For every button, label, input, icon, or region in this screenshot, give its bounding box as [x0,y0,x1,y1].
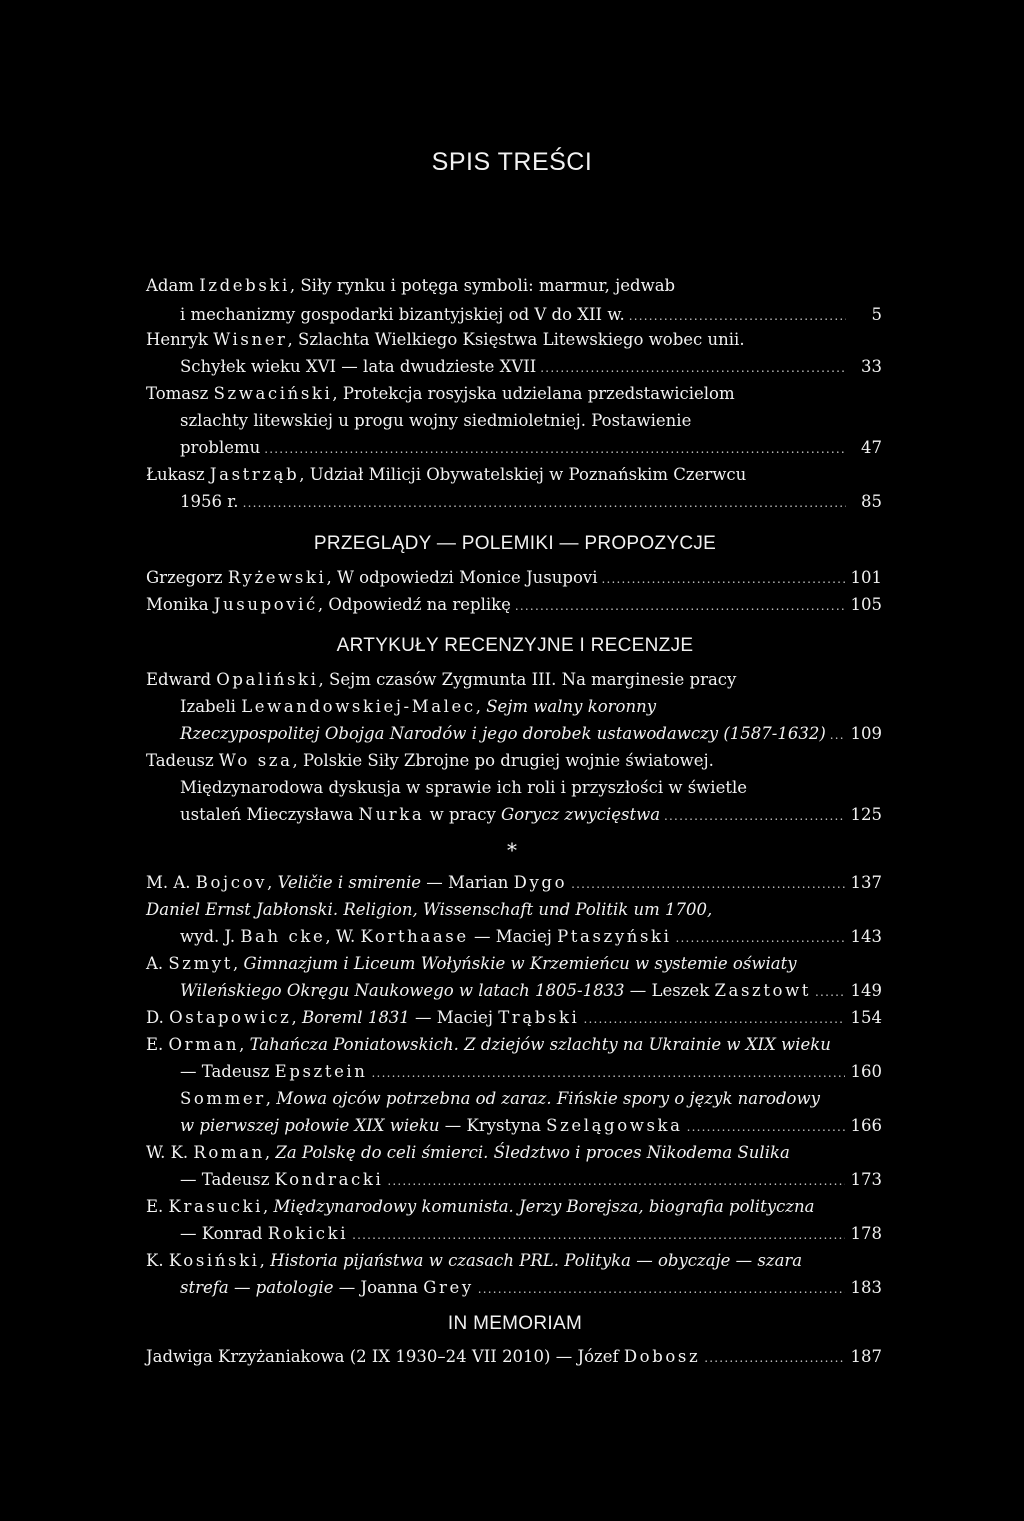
toc-entry-wosza-line2: Międzynarodowa dyskusja w sprawie ich roli i przyszłości w świetle [180,778,748,797]
reviewer-surname: Epsztein [274,1062,368,1081]
toc-entry-izdebski-line1 [146,273,882,299]
leader-dots [352,1222,844,1248]
reviewer-surname: Rokicki [267,1224,349,1243]
author-first-name: Henryk [146,330,208,349]
leader-dots [372,1060,845,1086]
author-surname: Krasucki [168,1197,264,1216]
entry-title: , Udział Milicji Obywatelskiej w Poznańskim Czerwcu [299,465,747,484]
toc-review-szmyt-line1: A. Szmyt, Gimnazjum i Liceum Wołyńskie w Krzemieńcu w systemie oświaty [146,954,797,973]
toc-review-jablonski-line2[interactable]: wyd. J. Bah cke, W. Korthaase — Maciej Ptaszyński ..... 143 [180,924,882,950]
page-number: 166 [850,1116,882,1135]
book-title: Tahańcza Poniatowskich. Z dziejów szlachty na Ukrainie w XIX wieku [249,1035,831,1054]
page-number: 154 [850,1008,882,1027]
book-title: Gorycz zwycięstwa [501,805,661,824]
leader-dots [602,566,845,592]
reviewer-surname: Dygo [513,873,568,892]
entry-title: , W odpowiedzi Monice Jusupovi [326,568,598,587]
page-number: 125 [850,805,882,824]
toc-entry-izdebski-line2[interactable] [180,302,882,328]
book-title: Veličie i smirenie [277,873,422,892]
book-title: Historia pijaństwa w czasach PRL. Polityka — obyczaje — szara [270,1251,803,1270]
page-title: SPIS TREŚCI [431,148,593,176]
leader-dots [815,979,844,1005]
author-surname: Sommer [180,1089,266,1108]
book-title: Daniel Ernst Jabłonski. Religion, Wissenschaft und Politik um 1700, [146,900,713,919]
reviewer-surname: Ptaszyński [557,927,672,946]
toc-review-sommer-line2[interactable]: w pierwszej połowie XIX wieku — Krystyna Szelągowska ..... 166 [180,1113,882,1139]
leader-dots [687,1114,845,1140]
leader-dots [830,722,845,748]
page-number: 101 [850,568,882,587]
reviewer-surname: Grey [423,1278,474,1297]
toc-entry-jastrzab-line2[interactable] [180,489,882,515]
author-surname: Ryżewski [227,568,327,587]
toc-entry-jusupovic[interactable] [146,592,882,618]
book-title: Sejm walny koronny [486,697,657,716]
author-surname: Orman [168,1035,240,1054]
book-title: Mowa ojców potrzebna od zaraz. Fińskie spory o język narodowy [276,1089,820,1108]
toc-review-szmyt-line2[interactable]: Wileńskiego Okręgu Naukowego w latach 1805-1833 — Leszek Zasztowt ..... 149 [180,978,882,1004]
author-surname: Wo sza [218,751,293,770]
toc-entry-jastrzab-line1 [146,462,882,488]
toc-entry-wosza-line1: Tadeusz Wo sza, Polskie Siły Zbrojne po drugiej wojnie światowej. [146,751,714,770]
toc-review-roman-line1: W. K. Roman, Za Polskę do celi śmierci. Śledztwo i proces Nikodema Sulika [146,1143,790,1162]
author-surname: Lewandowskiej-Malec [241,697,476,716]
book-title: strefa — patologie [180,1278,334,1297]
toc-entry-szwacinski-line2 [180,408,882,434]
leader-dots [540,355,846,381]
toc-entry-opalinski-line2: Izabeli Lewandowskiej-Malec, Sejm walny koronny [180,697,657,716]
author-surname: Dobosz [623,1347,701,1366]
author-surname: Roman [193,1143,265,1162]
book-title: Gimnazjum i Liceum Wołyńskie w Krzemieńcu w systemie oświaty [243,954,797,973]
toc-entry-ryzewski[interactable] [146,565,882,591]
author-first-name: Łukasz [146,465,205,484]
toc-entry-wisner-line1 [146,327,882,353]
page-number: 47 [861,438,882,457]
author-first-name: Adam [146,276,194,295]
toc-review-bojcov[interactable]: M. A. Bojcov, Veličie i smirenie — Marian Dygo ..... 137 [146,870,882,896]
book-title: Międzynarodowy komunista. Jerzy Borejsza, biografia polityczna [273,1197,815,1216]
author-surname: Nurka [358,805,425,824]
section-separator-asterisk: * [507,838,517,862]
author-surname: Opaliński [216,670,319,689]
page-number: 149 [850,981,882,1000]
toc-review-krasucki-line2[interactable]: — Konrad Rokicki ..... 178 [180,1221,882,1247]
toc-entry-wosza-line3[interactable]: ustaleń Mieczysława Nurka w pracy Gorycz zwycięstwa ..... 125 [180,802,882,828]
leader-dots [478,1276,845,1302]
toc-entry-opalinski-line3[interactable] [180,721,882,747]
reviewer-surname: Szelągowska [546,1116,683,1135]
entry-title: , Odpowiedź na replikę [317,595,511,614]
leader-dots [629,303,846,329]
entry-title-cont: problemu [180,438,261,457]
author-first-name: Grzegorz [146,568,223,587]
toc-review-kosinski-line1: K. Kosiński, Historia pijaństwa w czasach PRL. Polityka — obyczaje — szara [146,1251,803,1270]
page-number: 109 [850,724,882,743]
reviewer-surname: Kondracki [274,1170,384,1189]
page-number: 143 [850,927,882,946]
toc-review-sommer-line1: Sommer, Mowa ojców potrzebna od zaraz. Fińskie spory o język narodowy [180,1089,820,1108]
author-first-name: Tomasz [146,384,209,403]
leader-dots [571,871,844,897]
page-number: 173 [850,1170,882,1189]
page-number: 178 [850,1224,882,1243]
reviewer-surname: Zasztowt [714,981,812,1000]
toc-review-krasucki-line1: E. Krasucki, Międzynarodowy komunista. Jerzy Borejsza, biografia polityczna [146,1197,815,1216]
leader-dots [243,490,846,516]
section-heading-in-memoriam: IN MEMORIAM [447,1313,583,1334]
leader-dots [515,593,845,619]
author-first-name: Monika [146,595,209,614]
author-surname: Ostapowicz [169,1008,292,1027]
section-heading-artykuly: ARTYKUŁY RECENZYJNE I RECENZJE [336,635,694,656]
book-title: Boreml 1831 [301,1008,410,1027]
section-heading-przeglady: PRZEGLĄDY — POLEMIKI — PROPOZYCJE [313,533,717,554]
author-surname: Jusupović [213,595,318,614]
book-title: Rzeczypospolitej Obojga Narodów i jego dorobek ustawodawczy (1587-1632) [180,724,826,743]
leader-dots [264,436,846,462]
author-surname: Jastrząb [209,465,300,484]
entry-title-cont: szlachty litewskiej u progu wojny siedmioletniej. Postawienie [180,411,692,430]
leader-dots [387,1168,844,1194]
page-number: 137 [850,873,882,892]
toc-review-kosinski-line2[interactable]: strefa — patologie — Joanna Grey ..... 183 [180,1275,882,1301]
entry-title: , Protekcja rosyjska udzielana przedstawicielom [332,384,735,403]
reviewer-surname: Trąbski [498,1008,580,1027]
page-number: 85 [861,492,882,511]
toc-entry-wisner-line2[interactable] [180,354,882,380]
toc-review-roman-line2[interactable]: — Tadeusz Kondracki ..... 173 [180,1167,882,1193]
leader-dots [583,1006,844,1032]
book-title: w pierwszej połowie XIX wieku [180,1116,440,1135]
author-surname: Wisner [213,330,288,349]
leader-dots [704,1345,844,1371]
page-number: 183 [850,1278,882,1297]
entry-title-cont: i mechanizmy gospodarki bizantyjskiej od V do XII w. [180,305,625,324]
author-surname: Izdebski [199,276,290,295]
toc-entry-szwacinski-line1 [146,381,882,407]
page-number: 187 [850,1347,882,1366]
entry-title: , Siły rynku i potęga symboli: marmur, jedwab [289,276,676,295]
author-surname: Szwaciński [213,384,333,403]
toc-review-orman-line2[interactable]: — Tadeusz Epsztein ..... 160 [180,1059,882,1085]
leader-dots [664,803,844,829]
entry-title: , Szlachta Wielkiego Księstwa Litewskiego wobec unii. [287,330,745,349]
author-surname: Szmyt [168,954,234,973]
book-title: Wileńskiego Okręgu Naukowego w latach 1805-1833 [180,981,625,1000]
author-surname: Bojcov [195,873,268,892]
toc-entry-krzyzaniakowa[interactable]: Jadwiga Krzyżaniakowa (2 IX 1930–24 VII 2010) — Józef Dobosz ..... 187 [146,1344,882,1370]
page-number: 105 [850,595,882,614]
entry-title-cont: 1956 r. [180,492,239,511]
toc-review-ostapowicz[interactable]: D. Ostapowicz, Boreml 1831 — Maciej Trąbski ..... 154 [146,1005,882,1031]
author-surname: Kosiński [168,1251,260,1270]
toc-review-orman-line1: E. Orman, Tahańcza Poniatowskich. Z dziejów szlachty na Ukrainie w XIX wieku [146,1035,831,1054]
leader-dots [676,925,845,951]
toc-entry-opalinski-line1: Edward Opaliński, Sejm czasów Zygmunta III. Na marginesie pracy [146,670,737,689]
toc-review-jablonski-line1 [146,897,882,923]
page-number: 33 [861,357,882,376]
page-number: 160 [850,1062,882,1081]
toc-entry-szwacinski-line3[interactable] [180,435,882,461]
page-number: 5 [871,305,882,324]
book-title: Za Polskę do celi śmierci. Śledztwo i proces Nikodema Sulika [275,1143,790,1162]
entry-title-cont: Schyłek wieku XVI — lata dwudzieste XVII [180,357,537,376]
